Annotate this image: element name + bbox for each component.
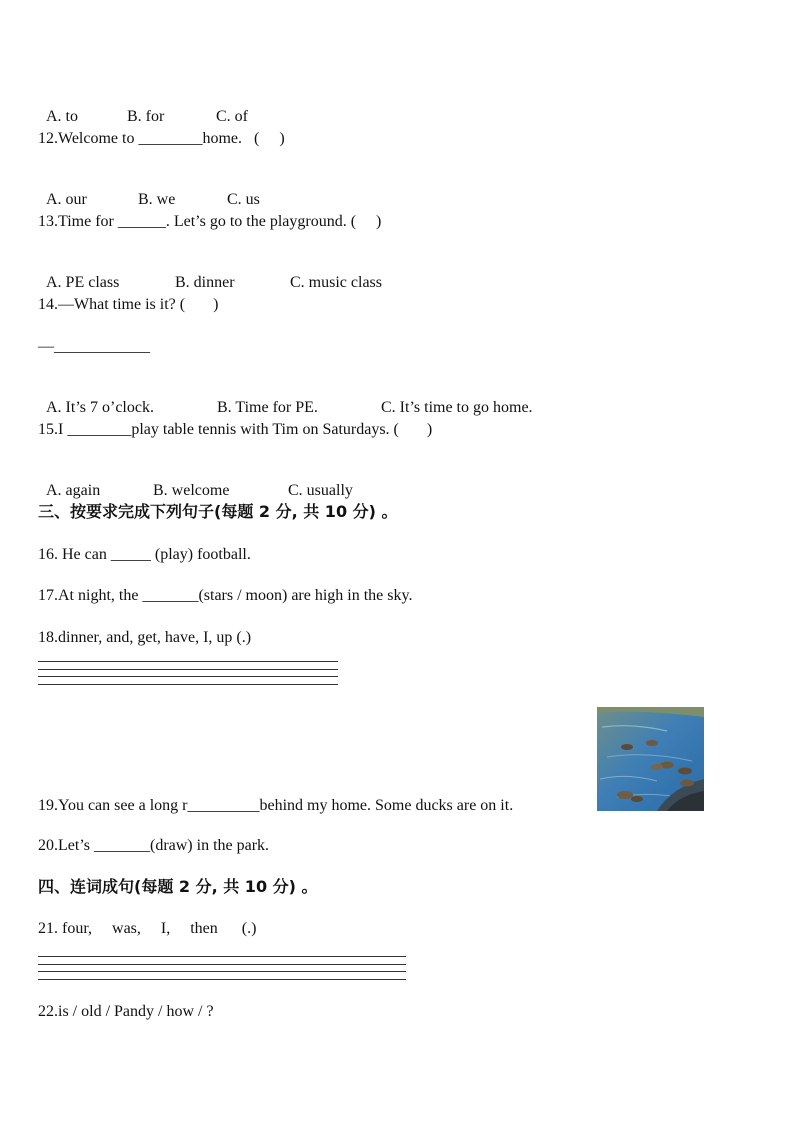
q12-option-a: A. our	[46, 191, 87, 208]
answer-rule	[38, 971, 406, 972]
q16-stem: 16. He can _____ (play) football.	[38, 546, 251, 563]
q15-option-c: C. usually	[288, 482, 353, 499]
q20-stem: 20.Let’s _______(draw) in the park.	[38, 837, 270, 854]
q22-stem: 22.is / old / Pandy / how / ?	[38, 1003, 214, 1020]
q18-answer-lines[interactable]	[38, 661, 338, 691]
q19-stem: 19.You can see a long r_________behind my home. Some ducks are on it.	[38, 797, 514, 814]
q12-option-c: C. us	[227, 191, 260, 208]
q17-stem: 17.At night, the _______(stars / moon) are high in the sky.	[38, 587, 413, 604]
q14-options	[38, 378, 533, 418]
q15-option-b: B. welcome	[153, 482, 230, 499]
q15-options	[38, 461, 353, 501]
q14-stem: 14.—What time is it? ( )	[38, 296, 219, 313]
q11-option-c: C. of	[216, 108, 248, 125]
answer-rule	[38, 979, 406, 980]
q13-options	[38, 253, 382, 293]
section-3-heading: 三、按要求完成下列句子(每题 2 分, 共 10 分) 。	[38, 502, 398, 521]
q21-answer-lines[interactable]	[38, 956, 406, 986]
q13-option-c: C. music class	[290, 274, 382, 291]
q12-stem: 12.Welcome to ________home. ( )	[38, 130, 285, 147]
q15-option-a: A. again	[46, 482, 101, 499]
answer-rule	[38, 964, 406, 965]
q15-stem: 15.I ________play table tennis with Tim on Saturdays. ( )	[38, 421, 433, 438]
q21-stem: 21. four, was, I, then (.)	[38, 920, 257, 937]
q12-option-b: B. we	[138, 191, 176, 208]
q13-option-b: B. dinner	[175, 274, 235, 291]
q18-stem: 18.dinner, and, get, have, I, up (.)	[38, 629, 252, 646]
q11-option-b: B. for	[127, 108, 165, 125]
q13-stem: 13.Time for ______. Let’s go to the playground. ( )	[38, 213, 382, 230]
answer-rule	[38, 669, 338, 670]
section-4-heading: 四、连词成句(每题 2 分, 共 10 分) 。	[38, 877, 318, 896]
answer-rule	[38, 661, 338, 662]
answer-rule	[38, 684, 338, 685]
river-ducks-photo	[597, 707, 704, 811]
q14-option-c: C. It’s time to go home.	[381, 399, 533, 416]
q14-answer-line: —____________	[38, 338, 150, 355]
q12-options	[38, 170, 260, 210]
q11-options	[38, 87, 248, 127]
q11-option-a: A. to	[46, 108, 78, 125]
answer-rule	[38, 676, 338, 677]
q14-option-b: B. Time for PE.	[217, 399, 318, 416]
q14-option-a: A. It’s 7 o’clock.	[46, 399, 154, 416]
q13-option-a: A. PE class	[46, 274, 120, 291]
answer-rule	[38, 956, 406, 957]
